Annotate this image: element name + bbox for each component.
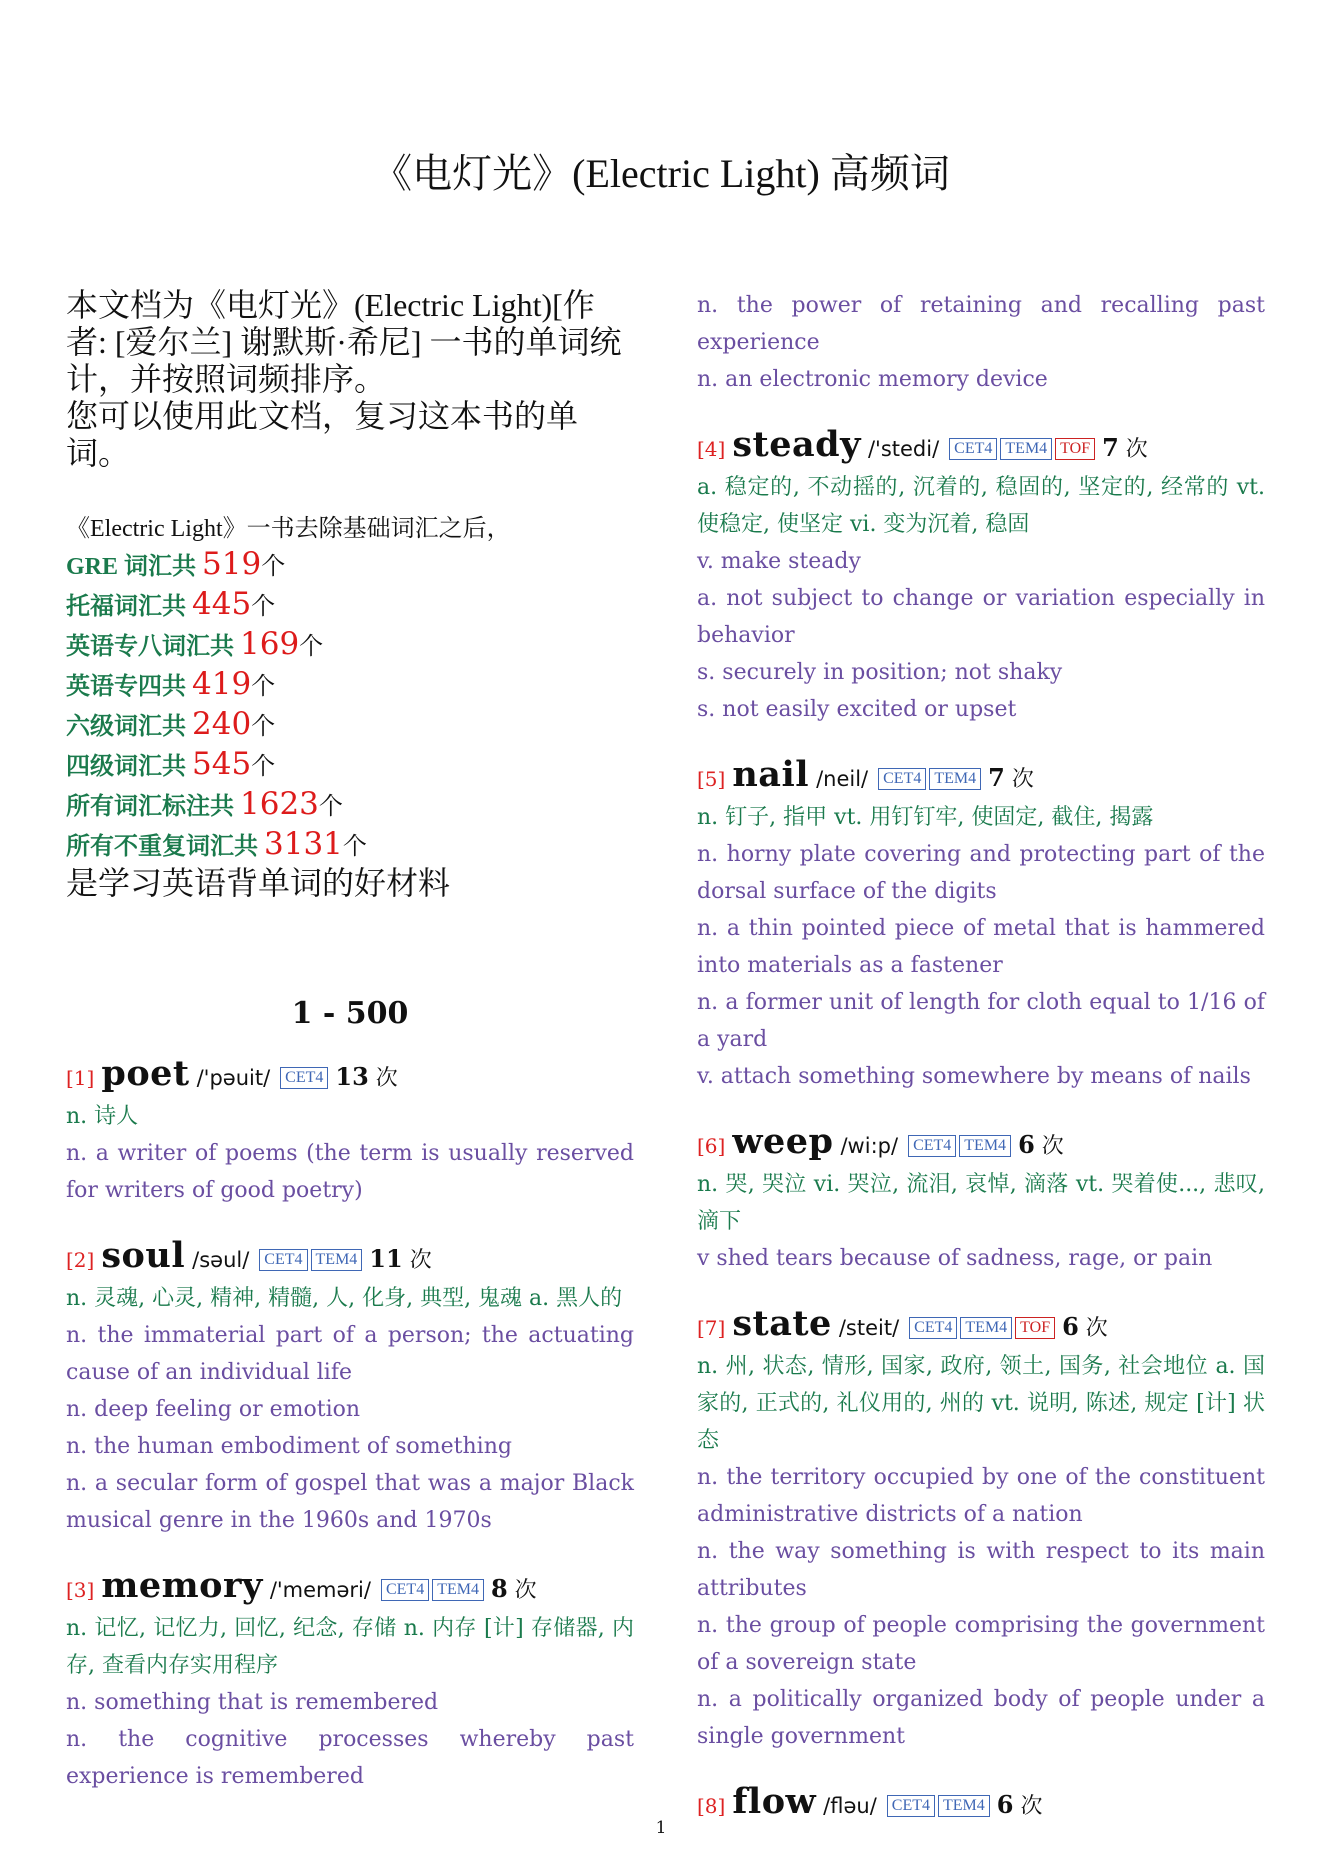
page-title: 《电灯光》(Electric Light) 高频词 (372, 151, 950, 196)
headword: soul (101, 1235, 186, 1276)
frequency-number: 8 (490, 1574, 508, 1603)
stat-number: 419 (192, 666, 252, 702)
frequency-number: 7 (988, 763, 1005, 792)
definition-en: s. not easily excited or upset (697, 697, 1017, 722)
entry-header (697, 1305, 1265, 1348)
phonetic: /wi:p/ (840, 1134, 899, 1158)
entry-header (66, 1055, 634, 1098)
tag-badge: CET4 (381, 1579, 429, 1601)
tag-badge: TEM4 (432, 1579, 484, 1601)
tag-badge: TOF (1055, 438, 1095, 460)
definition-cn: n. 钉子, 指甲 vt. 用钉钉牢, 使固定, 截住, 揭露 (697, 805, 1154, 830)
stat-number: 169 (240, 626, 300, 662)
entry-header (697, 426, 1265, 469)
definition-en: n. the power of retaining and recalling past experience (697, 293, 1265, 355)
intro (66, 287, 634, 472)
summary-stat (66, 666, 634, 706)
frequency-unit: 次 (1078, 1316, 1108, 1341)
right-column (697, 287, 1265, 1854)
word-entry (697, 1305, 1265, 1755)
tag-badge: CET4 (887, 1795, 935, 1817)
frequency-count (996, 1790, 1043, 1819)
stat-unit: 个 (251, 592, 276, 620)
stat-unit: 个 (299, 632, 324, 660)
entry-index: [5] (697, 767, 726, 791)
definition-en: a. not subject to change or variation especially in behavior (697, 586, 1265, 648)
definition-cn: a. 稳定的, 不动摇的, 沉着的, 稳固的, 坚定的, 经常的 vt. 使稳定, 使坚定 vi. 变为沉着, 稳固 (697, 475, 1265, 537)
frequency-unit: 次 (1118, 437, 1148, 462)
tag-badge: TEM4 (929, 768, 981, 790)
definition-en: v. attach something somewhere by means of nails (697, 1064, 1251, 1089)
word-entry (697, 426, 1265, 728)
stat-label: 所有不重复词汇共 (66, 834, 264, 860)
definition-cn: n. 灵魂, 心灵, 精神, 精髓, 人, 化身, 典型, 鬼魂 a. 黑人的 (66, 1286, 623, 1311)
tag-badge: CET4 (949, 438, 997, 460)
entry-index: [3] (66, 1578, 95, 1602)
entry-index: [8] (697, 1794, 726, 1818)
stat-label: 托福词汇共 (66, 594, 192, 620)
summary-closing: 是学习英语背单词的好材料 (66, 865, 451, 901)
definition-en: n. the way something is with respect to its main attributes (697, 1539, 1265, 1601)
entry-continuation (697, 287, 1265, 398)
definition-cn: n. 诗人 (66, 1104, 139, 1129)
range-heading: 1 - 500 (291, 996, 409, 1031)
tag-badge: TOF (1015, 1317, 1055, 1339)
tag-badge: CET4 (259, 1249, 307, 1271)
stat-label: 四级词汇共 (66, 754, 192, 780)
definition-cn: n. 记忆, 记忆力, 回忆, 纪念, 存储 n. 内存 [计] 存储器, 内存, 查看内存实用程序 (66, 1616, 634, 1678)
stat-number: 3131 (264, 826, 343, 862)
definition-cn: n. 哭, 哭泣 vi. 哭泣, 流泪, 哀悼, 滴落 vt. 哭着使..., 悲叹, 滴下 (697, 1172, 1265, 1234)
entries-left (66, 1055, 634, 1795)
tag-badge: TEM4 (960, 1317, 1012, 1339)
stat-label: 英语专四共 (66, 674, 192, 700)
entries-right (697, 426, 1265, 1826)
headword: poet (101, 1053, 190, 1094)
stat-unit: 个 (261, 552, 286, 580)
entry-header (697, 756, 1265, 799)
phonetic: /'stedi/ (867, 437, 940, 461)
summary-stat (66, 546, 634, 586)
word-entry (66, 1567, 634, 1795)
tag-badge: TEM4 (311, 1249, 363, 1271)
entry-header (66, 1237, 634, 1280)
stat-number: 519 (202, 546, 262, 582)
phonetic: /'pəuit/ (196, 1066, 271, 1090)
stat-number: 1623 (240, 786, 319, 822)
summary-stats (66, 546, 634, 866)
stat-number: 240 (192, 706, 252, 742)
frequency-unit: 次 (507, 1578, 537, 1603)
entry-index: [6] (697, 1134, 726, 1158)
definition-cn: n. 州, 状态, 情形, 国家, 政府, 领土, 国务, 社会地位 a. 国家的, 正式的, 礼仪用的, 州的 vt. 说明, 陈述, 规定 [计] 状态 (697, 1354, 1265, 1453)
frequency-number: 6 (1062, 1312, 1079, 1341)
definition-en: n. horny plate covering and protecting part of the dorsal surface of the digits (697, 842, 1265, 904)
phonetic: /'meməri/ (269, 1578, 371, 1602)
stat-unit: 个 (251, 752, 276, 780)
phonetic: /səul/ (192, 1248, 250, 1272)
definition-en: n. a thin pointed piece of metal that is hammered into materials as a fastener (697, 916, 1265, 978)
frequency-number: 6 (996, 1790, 1014, 1819)
phonetic: /fləu/ (823, 1794, 877, 1818)
summary-stat (66, 786, 634, 826)
summary-stat (66, 586, 634, 626)
frequency-count (1062, 1312, 1108, 1341)
definition-en: n. the territory occupied by one of the constituent administrative districts of a nation (697, 1465, 1265, 1527)
stat-unit: 个 (251, 672, 276, 700)
word-entry (697, 756, 1265, 1095)
definition-en: n. a writer of poems (the term is usually reserved for writers of good poetry) (66, 1141, 634, 1203)
definition-en: s. securely in position; not shaky (697, 660, 1063, 685)
stat-unit: 个 (251, 712, 276, 740)
frequency-number: 11 (369, 1244, 403, 1273)
headword: flow (732, 1781, 817, 1822)
tag-badge: CET4 (909, 1317, 957, 1339)
frequency-count (335, 1062, 398, 1091)
definition-en: n. the human embodiment of something (66, 1434, 512, 1459)
entry-index: [7] (697, 1316, 726, 1340)
frequency-unit: 次 (1034, 1134, 1064, 1159)
frequency-unit: 次 (402, 1248, 432, 1273)
stat-unit: 个 (342, 832, 367, 860)
frequency-count (490, 1574, 537, 1603)
frequency-count (1018, 1130, 1064, 1159)
stat-number: 545 (192, 746, 252, 782)
stat-label: GRE 词汇共 (66, 554, 203, 580)
frequency-unit: 次 (1004, 767, 1034, 792)
tag-badge: CET4 (878, 768, 926, 790)
summary-lead: 《Electric Light》一书去除基础词汇之后， (66, 516, 511, 542)
stat-label: 英语专八词汇共 (66, 634, 240, 660)
tag-badge: CET4 (280, 1067, 328, 1089)
page-number: 1 (655, 1818, 667, 1838)
intro-line-2: 您可以使用此文档，复习这本书的单词。 (66, 398, 579, 471)
definition-en: n. an electronic memory device (697, 367, 1048, 392)
entry-header (697, 1123, 1265, 1166)
definition-en: n. the group of people comprising the government of a sovereign state (697, 1613, 1265, 1675)
definition-en: n. something that is remembered (66, 1690, 439, 1715)
definition-en: n. a secular form of gospel that was a major Black musical genre in the 1960s and 1970s (66, 1471, 634, 1533)
headword: nail (732, 754, 810, 795)
stat-label: 所有词汇标注共 (66, 794, 240, 820)
definition-en: v. make steady (697, 549, 861, 574)
definition-en: v shed tears because of sadness, rage, or pain (697, 1246, 1213, 1271)
vocab-summary (66, 512, 634, 900)
tag-badge: CET4 (908, 1135, 956, 1157)
word-entry (66, 1055, 634, 1209)
tag-badge: TEM4 (1000, 438, 1052, 460)
definition-en: n. deep feeling or emotion (66, 1397, 361, 1422)
headword: memory (101, 1565, 263, 1606)
stat-number: 445 (192, 586, 252, 622)
definition-en: n. the cognitive processes whereby past experience is remembered (66, 1727, 634, 1789)
frequency-count (1102, 433, 1148, 462)
tag-badge: TEM4 (959, 1135, 1011, 1157)
headword: steady (732, 424, 861, 465)
frequency-count (988, 763, 1034, 792)
tag-badge: TEM4 (938, 1795, 990, 1817)
entry-index: [4] (697, 437, 726, 461)
definition-en: n. a politically organized body of people under a single government (697, 1687, 1265, 1749)
entry-header (66, 1567, 634, 1610)
frequency-unit: 次 (368, 1066, 398, 1091)
headword: weep (732, 1121, 834, 1162)
intro-line-1: 本文档为《电灯光》(Electric Light)[作者: [爱尔兰] 谢默斯·希尼] 一书的单词统计，并按照词频排序。 (66, 287, 622, 397)
summary-stat (66, 706, 634, 746)
frequency-unit: 次 (1013, 1794, 1043, 1819)
entry-index: [1] (66, 1066, 95, 1090)
summary-stat (66, 746, 634, 786)
word-entry (697, 1123, 1265, 1277)
definition-en: n. a former unit of length for cloth equal to 1/16 of a yard (697, 990, 1265, 1052)
frequency-number: 7 (1102, 433, 1119, 462)
stat-label: 六级词汇共 (66, 714, 192, 740)
phonetic: /steit/ (838, 1316, 900, 1340)
stat-unit: 个 (318, 792, 343, 820)
summary-stat (66, 626, 634, 666)
left-column (66, 287, 634, 1823)
phonetic: /neil/ (816, 767, 869, 791)
word-entry (66, 1237, 634, 1539)
summary-stat (66, 826, 634, 866)
frequency-number: 6 (1018, 1130, 1035, 1159)
definition-en: n. the immaterial part of a person; the actuating cause of an individual life (66, 1323, 634, 1385)
entry-index: [2] (66, 1248, 95, 1272)
frequency-number: 13 (335, 1062, 369, 1091)
frequency-count (369, 1244, 432, 1273)
headword: state (732, 1303, 832, 1344)
